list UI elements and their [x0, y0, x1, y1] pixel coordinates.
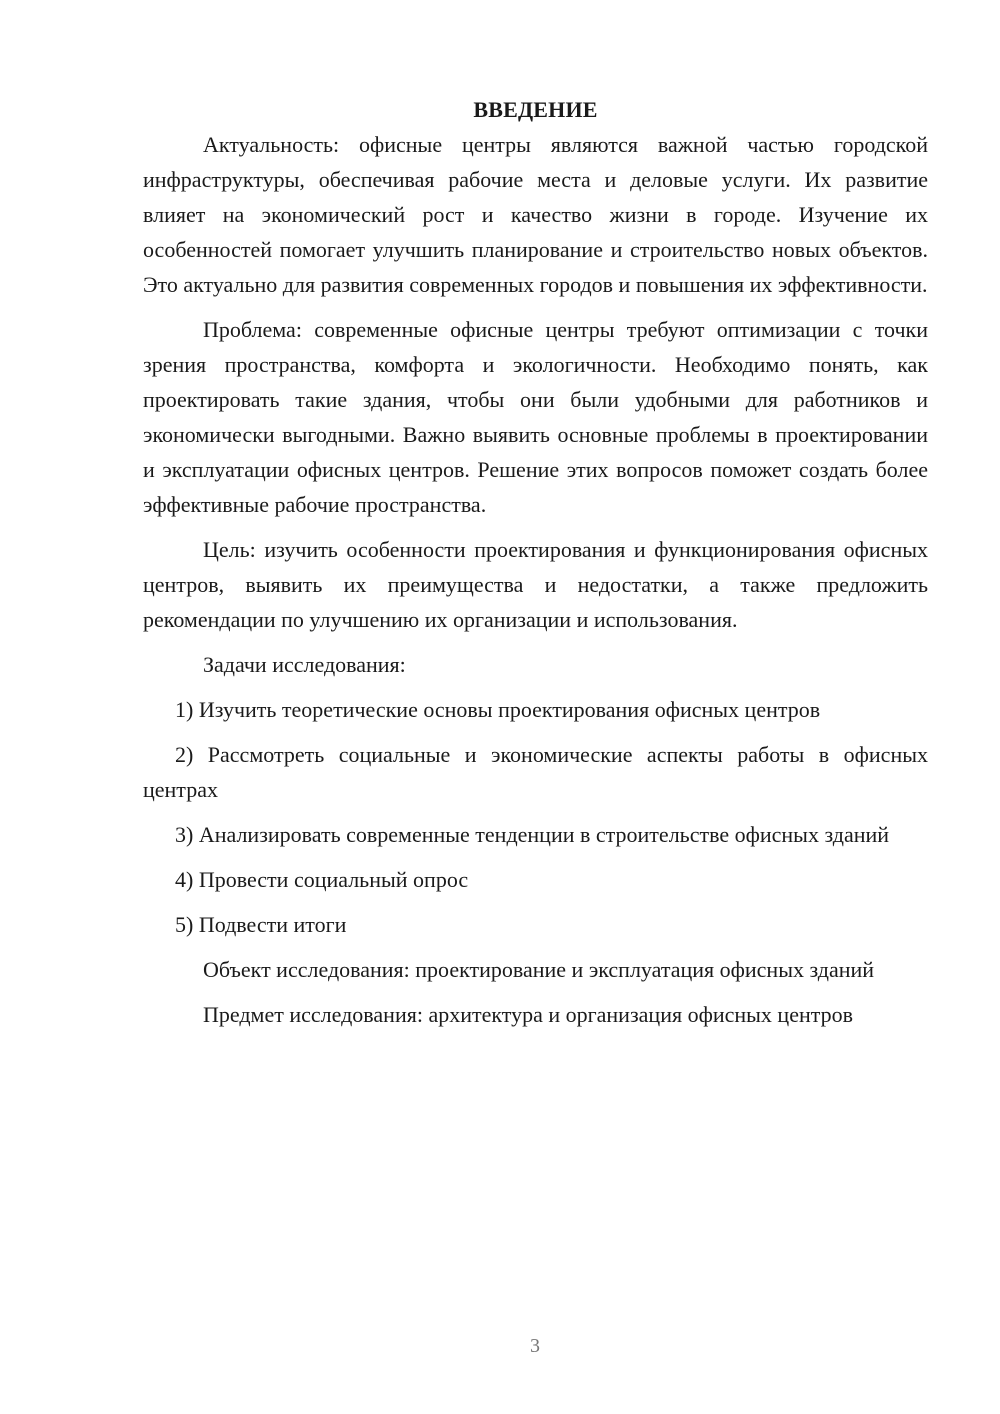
- section-heading: ВВЕДЕНИЕ: [473, 97, 598, 122]
- goal-paragraph: Цель: изучить особенности проектирования и функционирования офисных центров, выявить их преимущества и недостатки, а также предложить рекомендации по улучшению их организации и использования.: [143, 537, 928, 632]
- relevance-paragraph: Актуальность: офисные центры являются важной частью городской инфраструктуры, обеспечивая рабочие места и деловые услуги. Их развитие влияет на экономический рост и качество жизни в городе. Изучение их особенностей помогает улучшить планирование и строительство новых объектов. Это актуально для развития современных городов и повышения их эффективности.: [143, 132, 928, 297]
- task-item: 3) Анализировать современные тенденции в строительстве офисных зданий: [175, 822, 890, 847]
- page-number: 3: [530, 1335, 540, 1357]
- task-item: 2) Рассмотреть социальные и экономические аспекты работы в офисных центрах: [143, 742, 928, 802]
- tasks-intro: Задачи исследования:: [203, 652, 406, 677]
- page-body: [143, 92, 928, 1032]
- task-item: 1) Изучить теоретические основы проектирования офисных центров: [175, 697, 821, 722]
- problem-paragraph: Проблема: современные офисные центры требуют оптимизации с точки зрения пространства, комфорта и экологичности. Необходимо понять, как проектировать такие здания, чтобы они были удобными для работников и экономически выгодными. Важно выявить основные проблемы в проектировании и эксплуатации офисных центров. Решение этих вопросов поможет создать более эффективные рабочие пространства.: [143, 317, 928, 517]
- subject-paragraph: Предмет исследования: архитектура и организация офисных центров: [203, 1002, 854, 1027]
- object-paragraph: Объект исследования: проектирование и эксплуатация офисных зданий: [203, 957, 875, 982]
- task-item: 5) Подвести итоги: [175, 912, 347, 937]
- task-item: 4) Провести социальный опрос: [175, 867, 469, 892]
